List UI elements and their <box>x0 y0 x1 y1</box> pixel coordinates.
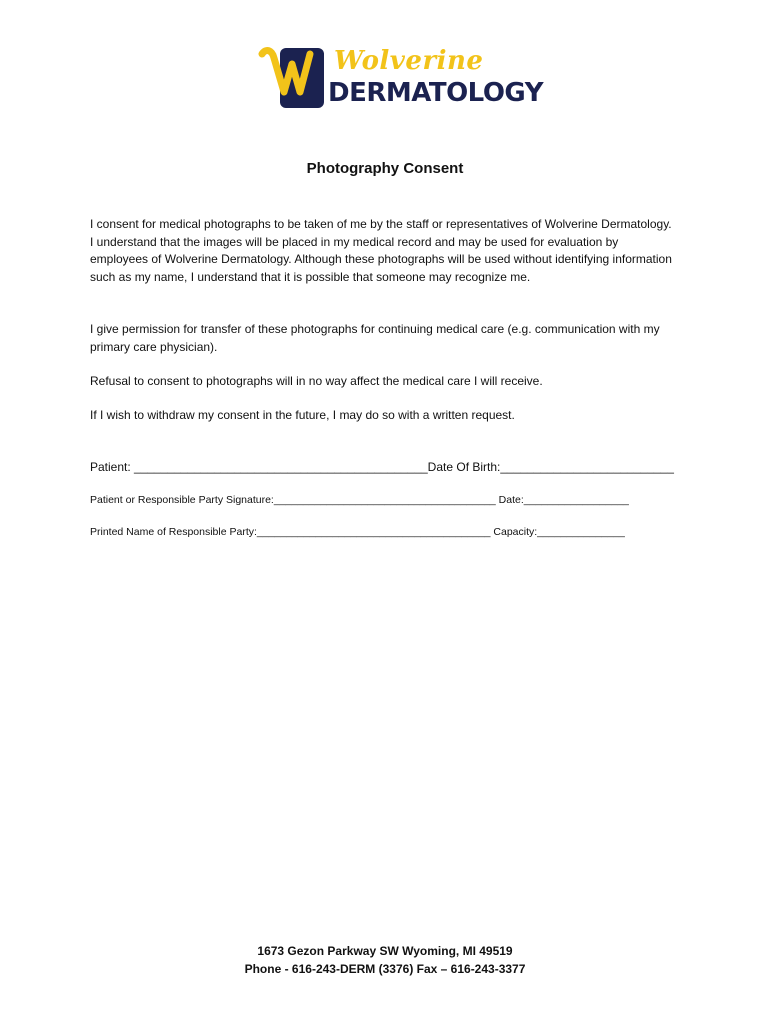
logo-w-mark-icon <box>256 40 336 112</box>
footer-address: 1673 Gezon Parkway SW Wyoming, MI 49519 <box>257 944 513 958</box>
withdraw-paragraph: If I wish to withdraw my consent in the future, I may do so with a written request. <box>90 408 515 422</box>
logo-main-word: DERMATOLOGY <box>328 78 544 108</box>
page-title: Photography Consent <box>306 160 464 177</box>
printed-name-capacity-field[interactable]: Printed Name of Responsible Party:________________________________________ Capacity:_______________ <box>90 526 625 538</box>
transfer-paragraph: I give permission for transfer of these photographs for continuing medical care (e.g. communication with my primary care physician). <box>90 322 660 354</box>
logo <box>256 40 544 112</box>
refusal-paragraph: Refusal to consent to photographs will in no way affect the medical care I will receive. <box>90 374 543 388</box>
logo-script-word: Wolverine <box>334 46 484 76</box>
consent-paragraph: I consent for medical photographs to be taken of me by the staff or representatives of Wolverine Dermatology. I understand that the images will be placed in my medical record and may be used for evaluation by employees of Wolverine Dermatology. Although these photographs will be used without identifying information such as my name, I understand that it is possible that someone may recognize me. <box>90 217 672 284</box>
footer-contact: Phone - 616-243-DERM (3376) Fax – 616-243-3377 <box>244 962 526 976</box>
patient-dob-field[interactable]: Patient: ____________________________________________Date Of Birth:__________________________ <box>90 460 674 474</box>
signature-date-field[interactable]: Patient or Responsible Party Signature:______________________________________ Date:__________________ <box>90 494 629 506</box>
